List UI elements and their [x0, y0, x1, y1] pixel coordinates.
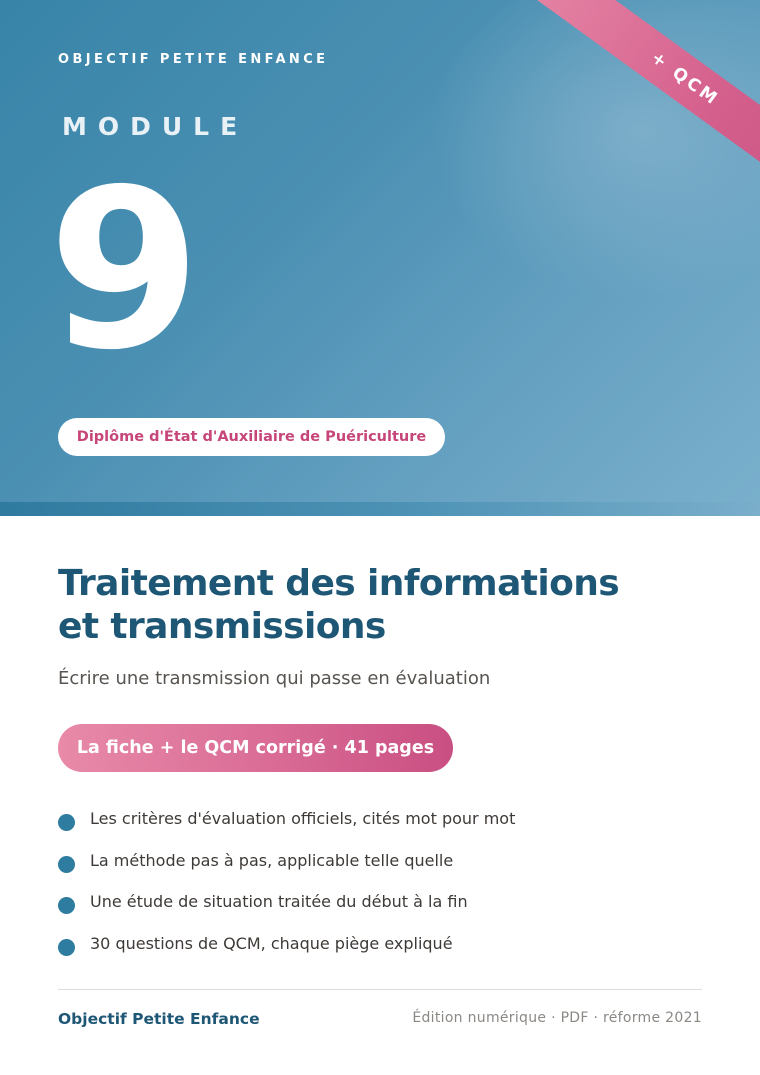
feature-item [58, 933, 718, 975]
feature-text: La méthode pas à pas, applicable telle quelle [90, 850, 454, 870]
footer-divider [58, 989, 702, 990]
module-label: MODULE [62, 112, 249, 141]
feature-text: Une étude de situation traitée du début à la fin [90, 892, 468, 911]
feature-item [58, 808, 718, 850]
document-title [58, 562, 718, 648]
feature-item [58, 850, 718, 892]
hero-bottom-strip [0, 502, 760, 516]
feature-list [58, 808, 718, 974]
title-line-2: et transmissions [58, 606, 386, 647]
module-number: 9 [48, 142, 198, 398]
qcm-ribbon-label: + QCM [647, 47, 723, 111]
bullet-dot-icon [58, 814, 75, 831]
brand-label: OBJECTIF PETITE ENFANCE [58, 52, 329, 67]
feature-item [58, 891, 718, 933]
footer-brand: Objectif Petite Enfance [58, 1010, 260, 1028]
bullet-dot-icon [58, 856, 75, 873]
bullet-dot-icon [58, 939, 75, 956]
feature-text: Les critères d'évaluation officiels, cités mot pour mot [90, 809, 516, 828]
cover-hero [0, 0, 760, 516]
document-subtitle: Écrire une transmission qui passe en évaluation [58, 668, 491, 689]
diploma-badge: Diplôme d'État d'Auxiliaire de Puériculture [58, 418, 445, 456]
qcm-ribbon [498, 0, 760, 224]
title-line-1: Traitement des informations [58, 563, 620, 604]
footer-edition: Édition numérique · PDF · réforme 2021 [412, 1010, 702, 1026]
bullet-dot-icon [58, 897, 75, 914]
feature-text: 30 questions de QCM, chaque piège expliqué [90, 933, 453, 953]
pages-badge: La fiche + le QCM corrigé · 41 pages [58, 724, 453, 772]
